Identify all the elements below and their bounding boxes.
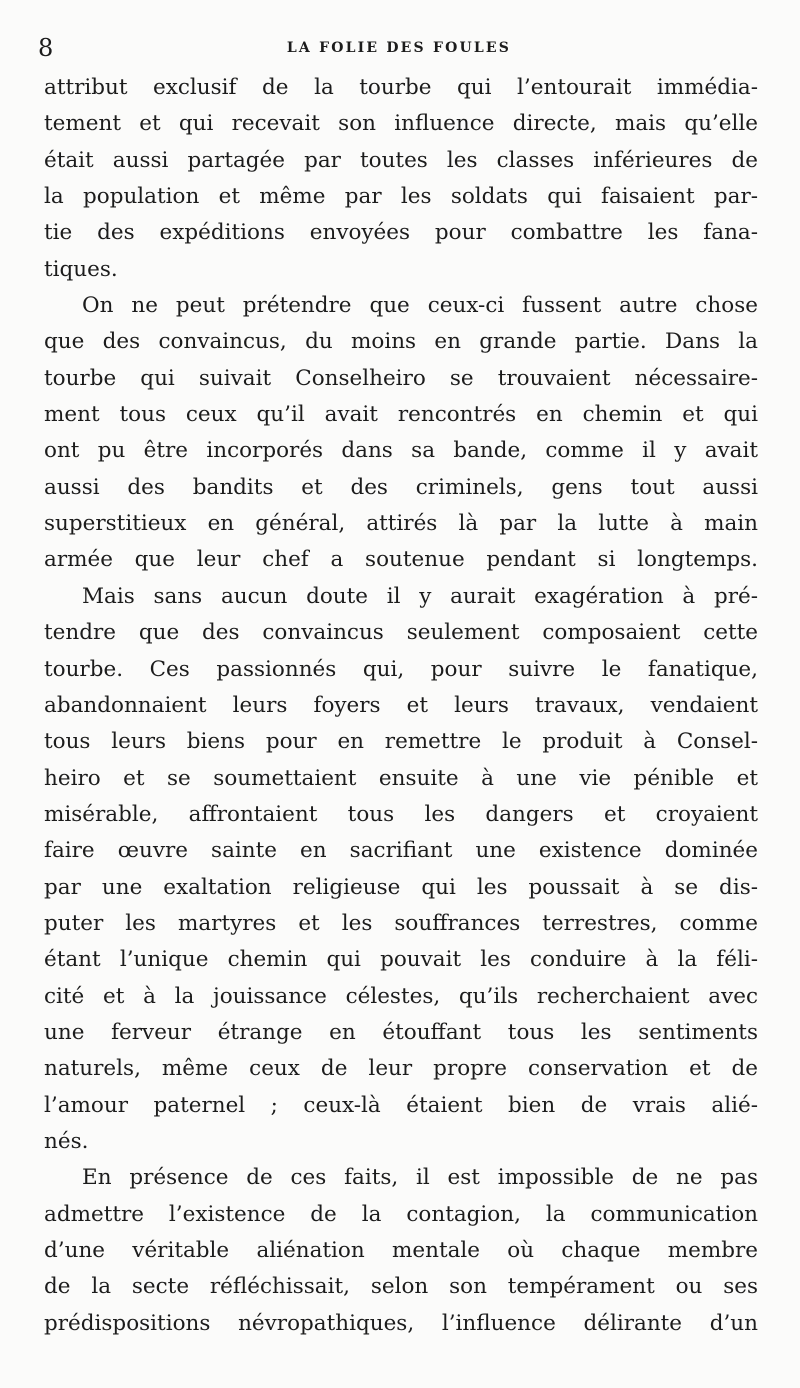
text-line: étant l’unique chemin qui pouvait les conduire à la féli- [44,947,758,973]
text-line: faire œuvre sainte en sacrifiant une existence dominée [44,838,758,864]
body-text [44,70,758,1342]
text-line: prédispositions névropathiques, l’influence délirante d’un [44,1310,758,1336]
text-line: puter les martyres et les souffrances terrestres, comme [44,910,758,936]
page-header [38,34,760,62]
text-line: nés. [44,1128,89,1154]
text-line: l’amour paternel ; ceux-là étaient bien de vrais alié- [44,1092,758,1118]
text-line: tement et qui recevait son influence directe, mais qu’elle [44,111,758,137]
text-line: la population et même par les soldats qui faisaient par- [44,184,758,210]
text-line: tourbe qui suivait Conselheiro se trouvaient nécessaire- [44,365,758,391]
text-line: naturels, même ceux de leur propre conservation et de [44,1056,758,1082]
text-line: superstitieux en général, attirés là par la lutte à main [44,511,758,537]
text-line: tendre que des convaincus seulement composaient cette [44,620,758,646]
text-line: d’une véritable aliénation mentale où chaque membre [44,1238,758,1263]
paragraph-start-line: En présence de ces faits, il est impossible de ne pas [82,1165,758,1191]
running-title: LA FOLIE DES FOULES [286,40,512,56]
text-line: cité et à la jouissance célestes, qu’ils recherchaient avec [44,983,758,1009]
text-line: misérable, affrontaient tous les dangers et croyaient [44,801,758,827]
text-line: tiques. [44,256,118,282]
text-line: tous leurs biens pour en remettre le produit à Consel- [44,729,758,755]
text-line: de la secte réfléchissait, selon son tempérament ou ses [44,1274,758,1300]
text-line: une ferveur étrange en étouffant tous les sentiments [44,1019,758,1045]
text-line: tourbe. Ces passionnés qui, pour suivre le fanatique, [44,656,758,682]
text-line: était aussi partagée par toutes les classes inférieures de [44,147,758,173]
text-line: ont pu être incorporés dans sa bande, comme il y avait [44,438,758,464]
text-line: que des convaincus, du moins en grande partie. Dans la [44,329,758,355]
text-line: armée que leur chef a soutenue pendant si longtemps. [44,547,758,573]
text-line: abandonnaient leurs foyers et leurs travaux, vendaient [44,692,758,718]
text-line: par une exaltation religieuse qui les poussait à se dis- [44,874,758,900]
text-line: heiro et se soumettaient ensuite à une vie pénible et [44,765,758,791]
text-line: tie des expéditions envoyées pour combattre les fana- [44,220,758,246]
paragraph-start-line: On ne peut prétendre que ceux-ci fussent autre chose [82,293,758,319]
text-line: attribut exclusif de la tourbe qui l’entourait immédia- [44,75,758,100]
page-number: 8 [38,34,54,62]
paragraph-start-line: Mais sans aucun doute il y aurait exagération à pré- [82,583,758,609]
text-line: admettre l’existence de la contagion, la communication [44,1201,758,1227]
text-line: ment tous ceux qu’il avait rencontrés en chemin et qui [44,402,758,428]
text-line: aussi des bandits et des criminels, gens tout aussi [44,474,758,500]
